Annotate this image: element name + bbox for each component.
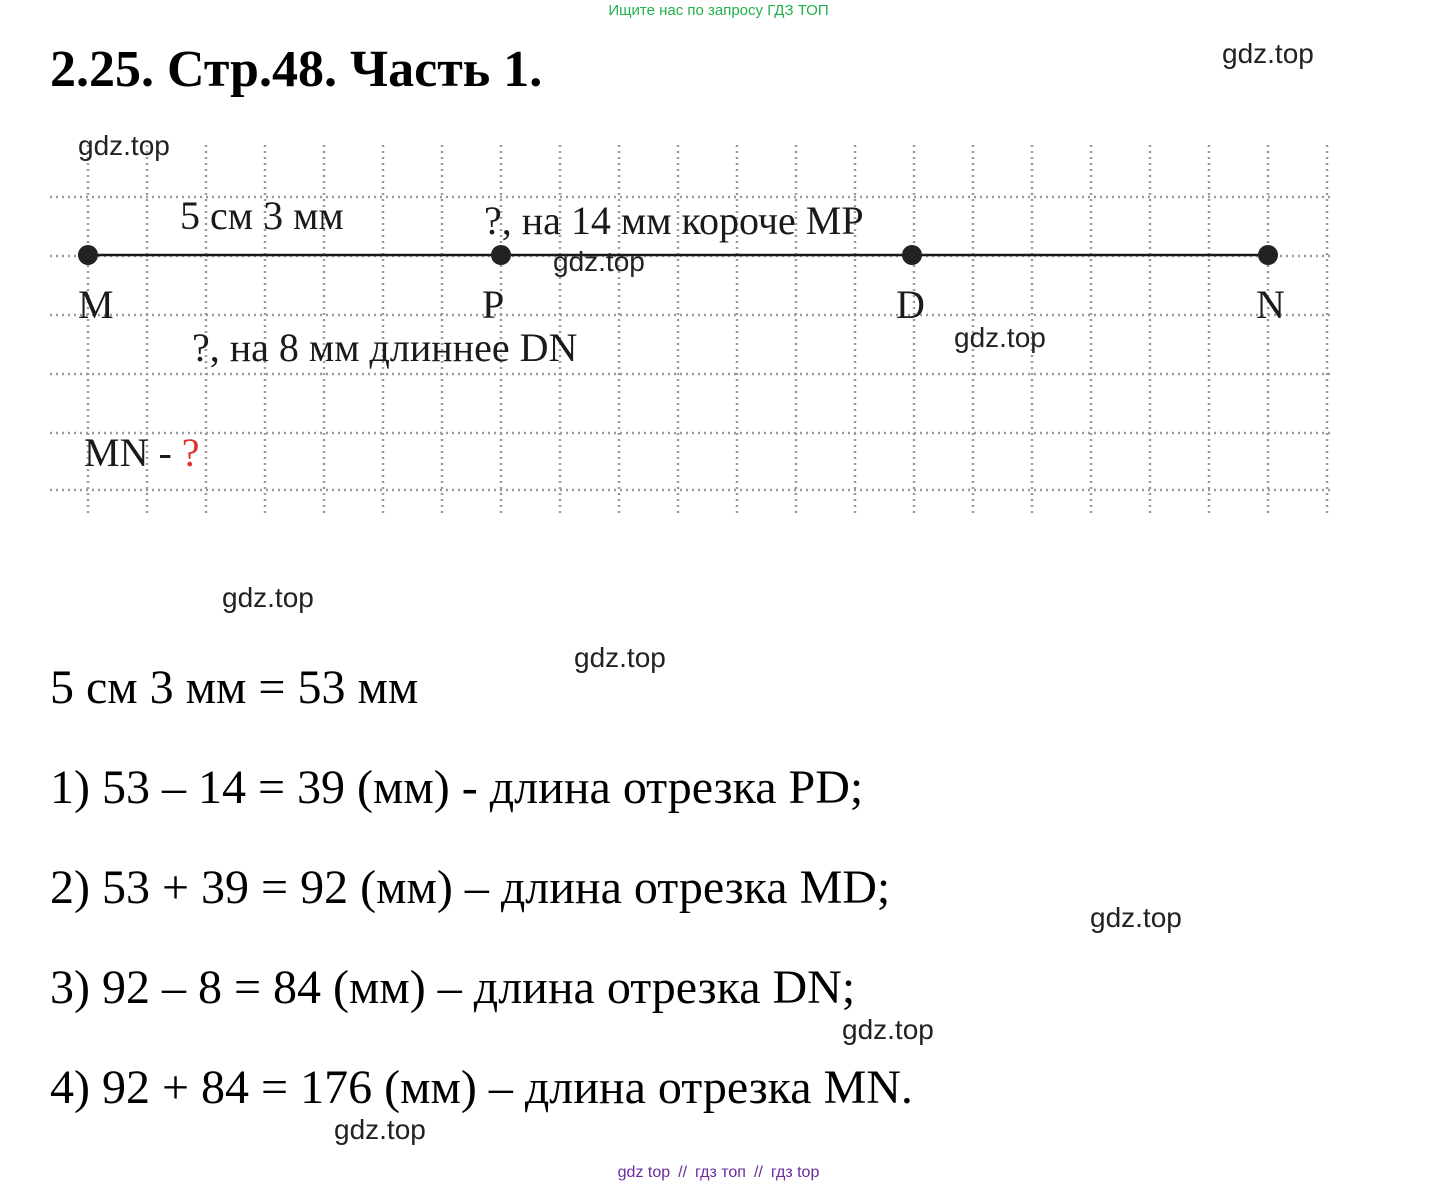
- question-mn-prefix: MN -: [84, 430, 182, 475]
- page-title: 2.25. Стр.48. Часть 1.: [50, 41, 543, 98]
- solution-step-3: 3) 92 – 8 = 84 (мм) – длина отрезка DN;: [50, 961, 856, 1014]
- watermark: gdz.top: [842, 1014, 934, 1045]
- point-m: [78, 245, 98, 265]
- point-label-p: P: [482, 282, 505, 327]
- solution-step-2: 2) 53 + 39 = 92 (мм) – длина отрезка MD;: [50, 861, 891, 914]
- conversion-line: 5 см 3 мм = 53 мм: [50, 661, 419, 714]
- point-label-n: N: [1256, 282, 1285, 327]
- solution-step-1: 1) 53 – 14 = 39 (мм) - длина отрезка PD;: [50, 761, 864, 814]
- watermark: gdz.top: [334, 1114, 426, 1145]
- footer-separator: //: [753, 1164, 763, 1181]
- watermark: gdz.top: [553, 246, 645, 277]
- label-pd-length: ?, на 14 мм короче MP: [484, 198, 864, 243]
- footer-link[interactable]: гдз top: [770, 1164, 820, 1181]
- question-mark: ?: [181, 430, 200, 475]
- search-banner: Ищите нас по запросу ГДЗ ТОП: [608, 2, 829, 19]
- watermark: gdz.top: [574, 642, 666, 673]
- watermark: gdz.top: [954, 322, 1046, 353]
- point-label-d: D: [896, 282, 925, 327]
- label-md-length: ?, на 8 мм длиннее DN: [192, 325, 578, 370]
- watermark: gdz.top: [78, 130, 170, 161]
- footer-link[interactable]: гдз топ: [695, 1164, 746, 1181]
- watermark: gdz.top: [1222, 38, 1314, 69]
- point-d: [902, 245, 922, 265]
- question-mn: [84, 430, 200, 475]
- footer-links: [0, 1164, 1437, 1182]
- watermark: gdz.top: [222, 582, 314, 613]
- solution-step-4: 4) 92 + 84 = 176 (мм) – длина отрезка MN.: [50, 1061, 913, 1114]
- segment-diagram: [0, 0, 1437, 540]
- point-n: [1258, 245, 1278, 265]
- label-mp-length: 5 см 3 мм: [180, 193, 344, 238]
- point-p: [491, 245, 511, 265]
- footer-link[interactable]: gdz top: [617, 1164, 671, 1181]
- footer-separator: //: [678, 1164, 688, 1181]
- point-label-m: M: [78, 282, 114, 327]
- watermark: gdz.top: [1090, 902, 1182, 933]
